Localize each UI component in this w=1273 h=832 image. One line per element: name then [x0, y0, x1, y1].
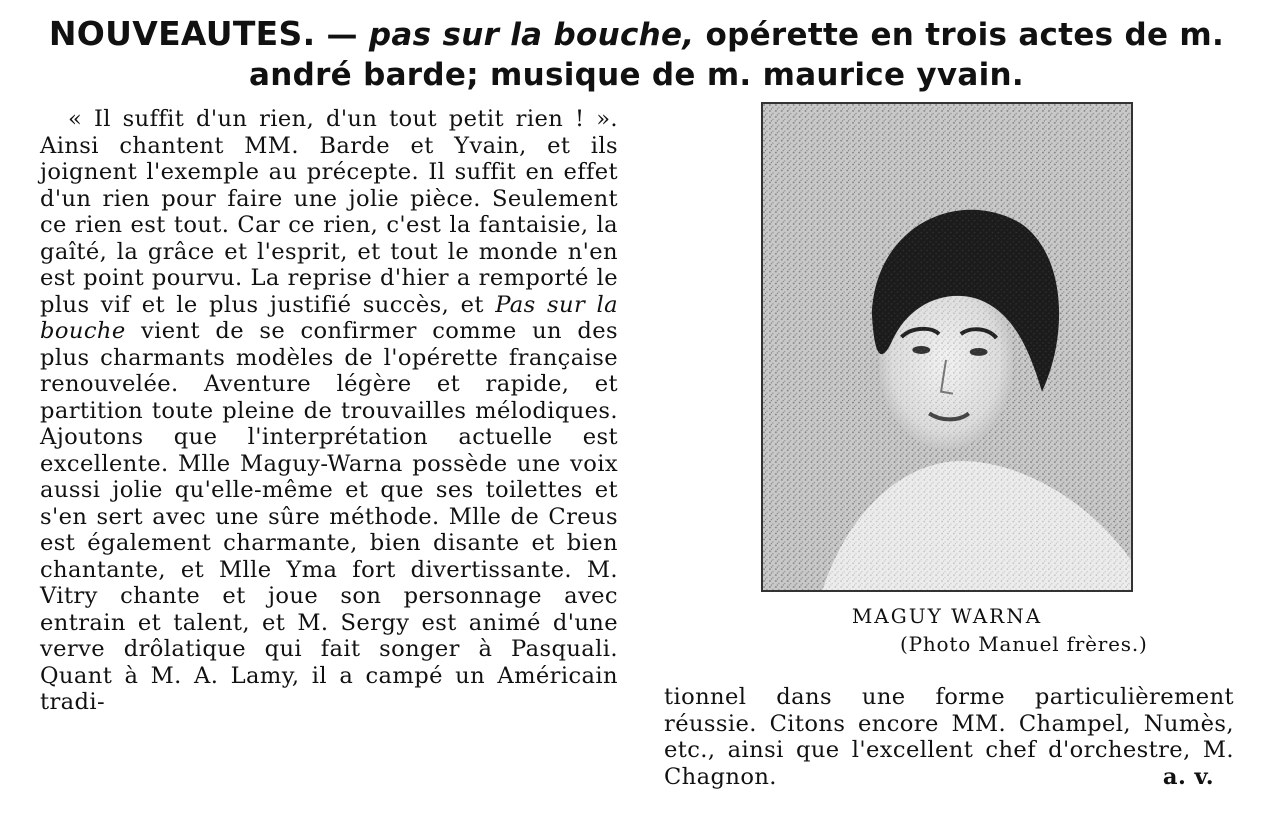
continuation-text: tionnel dans une forme particulièrement réussie. Citons encore MM. Champel, Numès, etc., ainsi que l'excellent chef d'orchestre, M. Chagnon.: [664, 684, 1234, 790]
body-text-part-1: « Il suffit d'un rien, d'un tout petit rien ! ». Ainsi chantent MM. Barde et Yvain, et ils joignent l'exemple au précepte. Il suffit en effet d'un rien pour faire une jolie pièce. Seulement ce rien est tout. Car ce rien, c'est la fantaisie, la gaîté, la grâce et l'esprit, et tout le monde n'en est point pourvu. La reprise d'hier a remporté le plus vif et le plus justifié succès, et: [40, 106, 618, 318]
article-body-paragraph: [40, 106, 618, 716]
article-continuation-paragraph: [664, 684, 1234, 790]
photo-caption-name: MAGUY WARNA: [851, 604, 1043, 628]
body-italic-title: Pas sur la bouche: [40, 291, 618, 344]
portrait-photo: [761, 102, 1133, 592]
headline-dash: —: [315, 17, 369, 53]
body-text-part-2: vient de se confirmer comme un des plus charmants modèles de l'opérette française renouvelée. Aventure légère et rapide, et partition toute pleine de trouvailles mélodiques. Ajoutons que l'interprétation actuelle est excellente. Mlle Maguy-Warna possède une voix aussi jolie qu'elle-même et que ses toilettes et s'en sert avec une sûre méthode. Mlle de Creus est également charmante, bien disante et bien chantante, et Mlle Yma fort divertissante. M. Vitry chante et joue son personnage avec entrain et talent, et M. Sergy est animé d'une verve drôlatique qui fait songer à Pasquali. Quant à M. A. Lamy, il a campé un Américain tradi-: [40, 318, 618, 715]
portrait-illustration: [763, 104, 1131, 590]
headline-venue: NOUVEAUTES.: [48, 14, 316, 53]
photo-caption-credit: (Photo Manuel frères.): [900, 632, 1148, 656]
headline-rest: opérette en trois actes de m. andré barde; musique de m. maurice yvain.: [249, 17, 1225, 93]
headline-play-title: pas sur la bouche,: [368, 17, 695, 53]
article-headline: [20, 14, 1253, 95]
article-right-column: [664, 684, 1234, 790]
article-left-column: [40, 106, 618, 716]
author-signature: a. v.: [1162, 763, 1214, 790]
